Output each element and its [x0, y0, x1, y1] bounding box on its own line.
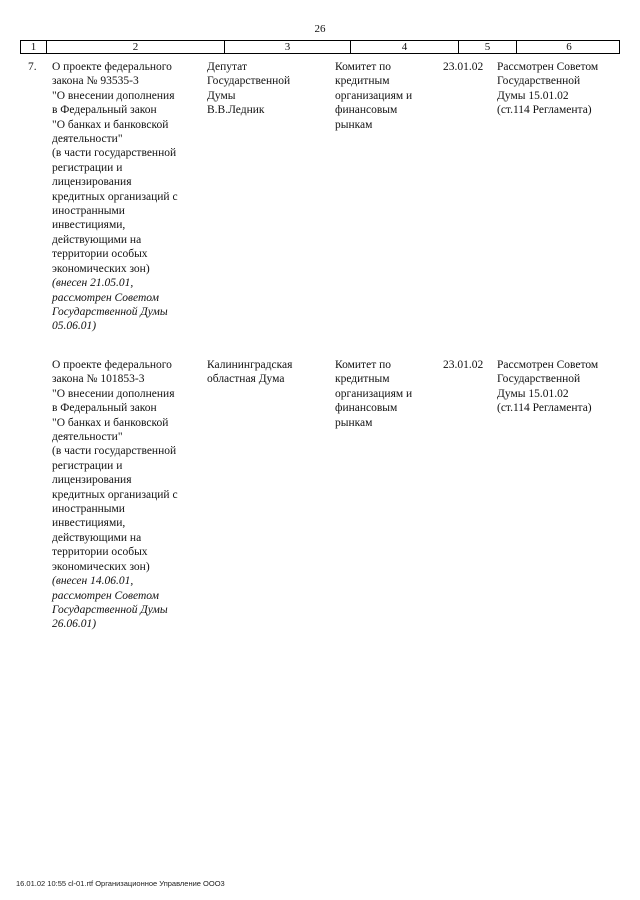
- text-line: финансовым: [335, 104, 398, 117]
- text-line: рынкам: [335, 118, 373, 131]
- text-line: В.В.Ледник: [207, 104, 265, 117]
- text-line: в Федеральный закон: [52, 402, 157, 415]
- text-line: (ст.114 Регламента): [497, 104, 592, 117]
- text-line: "О банках и банковской: [52, 416, 169, 429]
- entry-number: 7.: [28, 61, 37, 73]
- text-line: Государственной Думы: [52, 603, 168, 616]
- text-line: лицензирования: [52, 176, 132, 189]
- text-line: рассмотрен Советом: [52, 291, 159, 304]
- text-line: закона № 101853-3: [52, 373, 145, 386]
- column-header-4: 4: [351, 41, 459, 53]
- text-line: иностранными: [52, 205, 125, 218]
- entry-status: [497, 358, 619, 416]
- column-header-6: 6: [566, 41, 572, 53]
- bill-author: [207, 358, 329, 387]
- text-line: 05.06.01): [52, 320, 97, 333]
- text-line: закона № 93535-3: [52, 75, 139, 88]
- text-line: Думы 15.01.02: [497, 387, 569, 400]
- text-line: (в части государственной: [52, 445, 177, 458]
- entry-date: 23.01.02: [443, 359, 484, 371]
- entry-date: 23.01.02: [443, 61, 484, 73]
- text-line: Депутат: [207, 61, 247, 73]
- responsible-committee: [335, 358, 435, 430]
- text-line: Государственной: [497, 373, 581, 386]
- text-line: областная Дума: [207, 373, 285, 386]
- text-line: регистрации и: [52, 459, 123, 472]
- text-line: "О внесении дополнения: [52, 387, 175, 400]
- text-line: рынкам: [335, 416, 373, 429]
- text-line: О проекте федерального: [52, 359, 172, 371]
- text-line: Думы: [207, 89, 236, 102]
- text-line: территории особых: [52, 248, 148, 261]
- page-number: 26: [314, 23, 326, 35]
- text-line: Государственной: [497, 75, 581, 88]
- text-line: территории особых: [52, 546, 148, 559]
- text-line: инвестициями,: [52, 219, 126, 232]
- bill-title: [52, 60, 222, 334]
- text-line: кредитным: [335, 373, 390, 386]
- text-line: экономических зон): [52, 560, 150, 573]
- text-line: финансовым: [335, 402, 398, 415]
- text-line: (ст.114 Регламента): [497, 402, 592, 415]
- text-line: Государственной: [207, 75, 291, 88]
- text-line: Калининградская: [207, 359, 293, 371]
- text-line: Государственной Думы: [52, 305, 168, 318]
- text-line: деятельности": [52, 431, 123, 444]
- column-header-5: 5: [459, 41, 517, 53]
- text-line: Рассмотрен Советом: [497, 359, 599, 371]
- text-line: кредитным: [335, 75, 390, 88]
- table-header-row: [20, 40, 620, 54]
- text-line: рассмотрен Советом: [52, 589, 159, 602]
- text-line: организациям и: [335, 89, 413, 102]
- text-line: 26.06.01): [52, 618, 97, 631]
- text-line: Думы 15.01.02: [497, 89, 569, 102]
- bill-author: [207, 60, 329, 118]
- text-line: (в части государственной: [52, 147, 177, 160]
- column-header-2: 2: [47, 41, 225, 53]
- text-line: кредитных организаций с: [52, 190, 178, 203]
- column-header-1: 1: [21, 41, 47, 53]
- text-line: экономических зон): [52, 262, 150, 275]
- text-line: инвестициями,: [52, 517, 126, 530]
- text-line: Комитет по: [335, 61, 391, 73]
- print-footer: 16.01.02 10:55 cl-01.rtf Организационное Управление ООО3: [16, 879, 225, 888]
- bill-title: [52, 358, 222, 632]
- column-header-3: 3: [225, 41, 351, 53]
- text-line: организациям и: [335, 387, 413, 400]
- text-line: Рассмотрен Советом: [497, 61, 599, 73]
- text-line: иностранными: [52, 503, 125, 516]
- text-line: действующими на: [52, 233, 142, 246]
- text-line: (внесен 14.06.01,: [52, 575, 134, 588]
- responsible-committee: [335, 60, 435, 132]
- entry-status: [497, 60, 619, 118]
- text-line: "О внесении дополнения: [52, 89, 175, 102]
- text-line: Комитет по: [335, 359, 391, 371]
- text-line: "О банках и банковской: [52, 118, 169, 131]
- text-line: (внесен 21.05.01,: [52, 277, 134, 290]
- text-line: лицензирования: [52, 474, 132, 487]
- text-line: в Федеральный закон: [52, 104, 157, 117]
- text-line: кредитных организаций с: [52, 488, 178, 501]
- text-line: действующими на: [52, 531, 142, 544]
- text-line: регистрации и: [52, 161, 123, 174]
- text-line: О проекте федерального: [52, 61, 172, 73]
- text-line: деятельности": [52, 133, 123, 146]
